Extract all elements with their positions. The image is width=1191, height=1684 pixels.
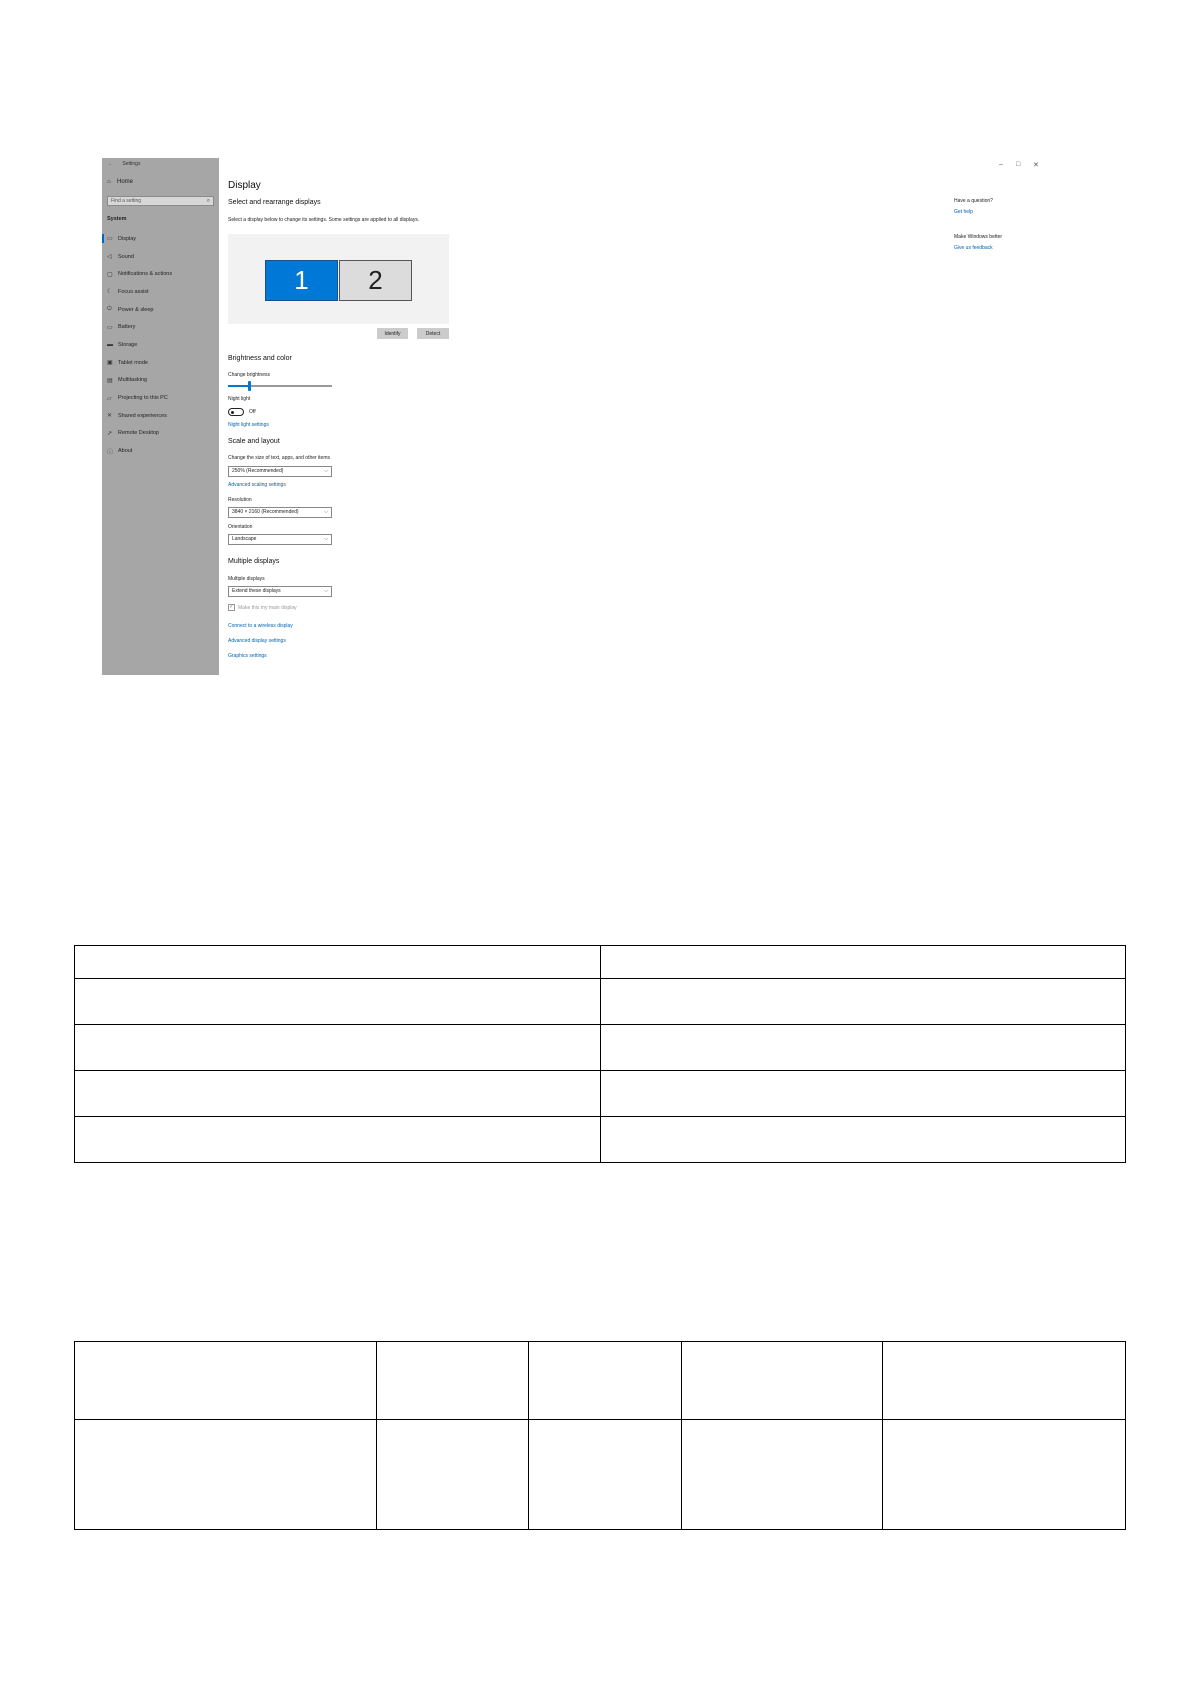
table-row [75, 1025, 1126, 1071]
advanced-display-link[interactable]: Advanced display settings [228, 638, 286, 644]
sidebar-item-display[interactable]: ▭ Display [102, 230, 219, 248]
multiple-displays-label: Multiple displays [228, 576, 265, 582]
wireless-display-link[interactable]: Connect to a wireless display [228, 623, 293, 629]
resolution-label: Resolution [228, 497, 252, 503]
maximize-icon[interactable]: □ [1016, 161, 1021, 168]
table-cell [600, 979, 1126, 1025]
table-row [75, 1342, 1126, 1420]
chevron-down-icon: ⌵ [324, 536, 328, 542]
night-light-state: Off [249, 409, 256, 415]
page-title: Display [228, 180, 261, 191]
help-question-heading: Have a question? [954, 198, 993, 204]
table-2 [74, 1341, 1126, 1530]
arrange-heading: Select and rearrange displays [228, 199, 321, 206]
brightness-heading: Brightness and color [228, 355, 292, 362]
battery-icon: ▭ [107, 324, 113, 331]
sidebar-item-tablet-mode[interactable]: ▣ Tablet mode [107, 359, 148, 367]
sidebar-item-about[interactable]: ⓘ About [107, 448, 133, 456]
detect-button[interactable]: Detect [417, 328, 449, 339]
table-cell [377, 1420, 529, 1530]
power-icon: ⏻ [107, 306, 112, 313]
back-arrow-icon[interactable]: ← [108, 161, 113, 167]
storage-icon: ▬ [107, 341, 113, 348]
sidebar-home[interactable]: ⌂ Home [107, 179, 134, 185]
table-cell [75, 1342, 377, 1420]
chevron-down-icon: ⌵ [324, 509, 328, 515]
feedback-link[interactable]: Give us feedback [954, 245, 993, 251]
brightness-label: Change brightness [228, 372, 270, 378]
shared-icon: ✕ [107, 413, 113, 420]
monitor-2[interactable]: 2 [339, 260, 412, 301]
multiple-displays-heading: Multiple displays [228, 558, 280, 565]
chevron-down-icon: ⌵ [324, 468, 328, 474]
table-cell [883, 1342, 1126, 1420]
sidebar-item-focus-assist[interactable]: ☾ Focus assist [107, 288, 149, 296]
brightness-slider[interactable] [228, 385, 332, 387]
minimize-icon[interactable]: – [999, 161, 1003, 168]
table-row [75, 1420, 1126, 1530]
advanced-scaling-link[interactable]: Advanced scaling settings [228, 482, 286, 488]
table-cell [377, 1342, 529, 1420]
table-cell [75, 1420, 377, 1530]
table-row [75, 946, 1126, 979]
table-cell [75, 979, 601, 1025]
remote-icon: ↗ [107, 430, 113, 437]
sidebar-item-battery[interactable]: ▭ Battery [107, 324, 136, 331]
table-cell [600, 1025, 1126, 1071]
chevron-down-icon: ⌵ [324, 588, 328, 594]
table-cell [600, 1071, 1126, 1117]
monitor-icon: ▭ [107, 236, 113, 243]
table-cell [600, 946, 1126, 979]
scale-dropdown[interactable]: 250% (Recommended) ⌵ [228, 466, 332, 477]
table-cell [681, 1342, 883, 1420]
night-light-settings-link[interactable]: Night light settings [228, 422, 269, 428]
table-cell [529, 1342, 681, 1420]
table-cell [529, 1420, 681, 1530]
notification-icon: ▢ [107, 271, 113, 278]
night-light-label: Night light [228, 396, 251, 402]
sidebar-item-multitasking[interactable]: ▤ Multitasking [107, 377, 148, 384]
night-light-toggle[interactable] [228, 408, 244, 416]
table-cell [600, 1117, 1126, 1163]
monitor-1[interactable]: 1 [265, 260, 338, 301]
display-settings-screenshot [102, 158, 1042, 675]
sidebar-item-notifications[interactable]: ▢ Notifications & actions [107, 271, 173, 278]
app-title: Settings [122, 161, 141, 167]
moon-icon: ☾ [107, 289, 113, 296]
search-input[interactable]: Find a setting ⌕ [107, 196, 214, 206]
table-cell [75, 1071, 601, 1117]
orientation-dropdown[interactable]: Landscape ⌵ [228, 534, 332, 545]
multitasking-icon: ▤ [107, 377, 113, 384]
identify-button[interactable]: Identify [377, 328, 408, 339]
table-cell [681, 1420, 883, 1530]
table-cell [75, 1117, 601, 1163]
sidebar-item-remote-desktop[interactable]: ↗ Remote Desktop [107, 430, 159, 437]
graphics-settings-link[interactable]: Graphics settings [228, 653, 267, 659]
scale-heading: Scale and layout [228, 438, 280, 445]
resolution-dropdown[interactable]: 3840 × 2160 (Recommended) ⌵ [228, 507, 332, 518]
table-1 [74, 945, 1126, 1163]
table-row [75, 1071, 1126, 1117]
home-icon: ⌂ [107, 179, 111, 185]
display-arrangement-area [228, 234, 449, 324]
info-icon: ⓘ [107, 449, 114, 456]
brightness-slider-fill [228, 385, 249, 387]
table-cell [75, 1025, 601, 1071]
multiple-displays-dropdown[interactable]: Extend these displays ⌵ [228, 586, 332, 597]
improve-heading: Make Windows better [954, 234, 1003, 240]
table-cell [883, 1420, 1126, 1530]
main-display-checkbox[interactable]: ✓ [229, 604, 235, 610]
sidebar-item-power-sleep[interactable]: ⏻ Power & sleep [107, 306, 154, 313]
tablet-icon: ▣ [107, 360, 113, 367]
speaker-icon: ◁ [107, 254, 112, 261]
window-title-bar [108, 161, 148, 167]
orientation-label: Orientation [228, 524, 253, 530]
settings-sidebar [102, 158, 219, 675]
table-row [75, 1117, 1126, 1163]
projector-icon: ▱ [107, 395, 112, 402]
brightness-slider-thumb[interactable] [248, 381, 251, 391]
search-icon: ⌕ [206, 198, 210, 204]
sidebar-item-shared-experiences[interactable]: ✕ Shared experiences [107, 412, 167, 420]
get-help-link[interactable]: Get help [954, 209, 973, 215]
sidebar-section-title: System [107, 216, 127, 222]
arrange-description: Select a display below to change its settings. Some settings are applied to all displays. [228, 217, 420, 223]
table-row [75, 979, 1126, 1025]
main-display-checkbox-label: Make this my main display [238, 605, 297, 611]
sidebar-item-sound[interactable]: ◁ Sound [107, 253, 134, 261]
sidebar-item-projecting[interactable]: ▱ Projecting to this PC [107, 395, 168, 402]
close-icon[interactable]: ✕ [1033, 162, 1039, 169]
scale-label: Change the size of text, apps, and other items [228, 455, 331, 461]
sidebar-item-storage[interactable]: ▬ Storage [107, 341, 138, 348]
table-cell [75, 946, 601, 979]
